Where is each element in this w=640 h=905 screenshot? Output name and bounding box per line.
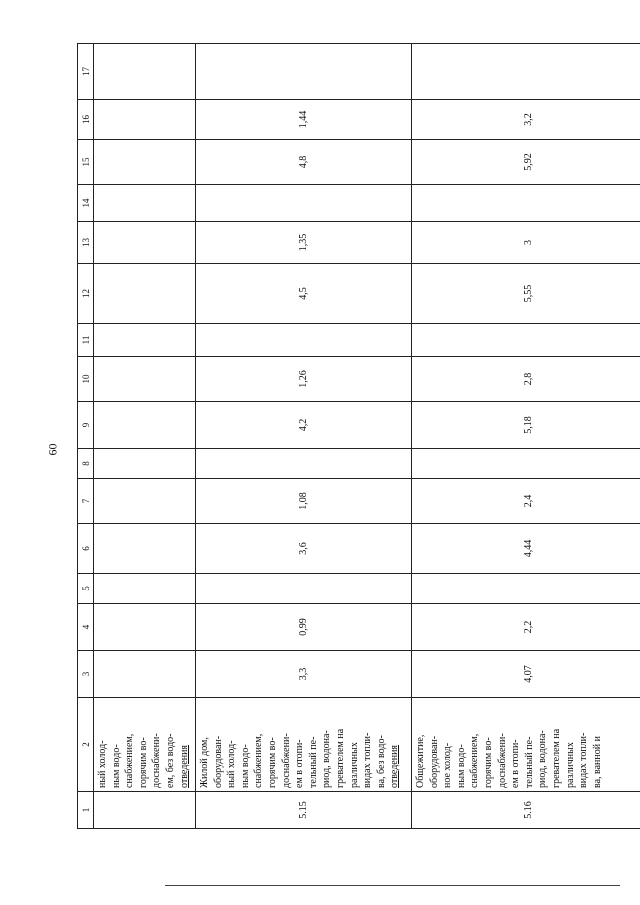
- rotated-table-wrapper: [77, 44, 631, 829]
- value-cell: [412, 185, 640, 222]
- value-cell: 4,44: [412, 524, 640, 574]
- header-cell: 11: [78, 324, 94, 357]
- value-cell: 5,92: [412, 140, 640, 185]
- value-cell: [196, 449, 412, 479]
- desc-line: ем в отопи-: [510, 739, 522, 788]
- desc-line: гревателем на: [334, 728, 346, 788]
- value-cell: 5,55: [412, 264, 640, 324]
- value-cell: [412, 449, 640, 479]
- value-cell: 3,6: [196, 524, 412, 574]
- desc-line: риод, водона-: [321, 730, 333, 788]
- value-cell: [94, 140, 196, 185]
- value-cell: 1,26: [196, 357, 412, 402]
- value-cell: 4,07: [412, 651, 640, 698]
- desc-line: ем, без водо-: [164, 733, 176, 788]
- row-id: [94, 792, 196, 829]
- value-cell: 2,2: [412, 604, 640, 651]
- header-cell: 14: [78, 185, 94, 222]
- desc-line: горячим во-: [266, 737, 278, 788]
- value-cell: [94, 185, 196, 222]
- header-cell: 15: [78, 140, 94, 185]
- desc-line: видах топли-: [578, 732, 590, 788]
- desc-line: гревателем на: [550, 728, 562, 788]
- header-cell: 6: [78, 524, 94, 574]
- header-cell: 4: [78, 604, 94, 651]
- header-cell: 17: [78, 44, 94, 100]
- desc-line: тельный пе-: [307, 736, 319, 788]
- value-cell: 5,18: [412, 402, 640, 449]
- row-id: 5.16: [412, 792, 640, 829]
- value-cell: 0,99: [196, 604, 412, 651]
- value-cell: [412, 44, 640, 100]
- value-cell: [94, 604, 196, 651]
- table-row: [196, 44, 412, 829]
- header-cell: 9: [78, 402, 94, 449]
- value-cell: [94, 264, 196, 324]
- desc-line: Общежитие,: [415, 734, 426, 788]
- table-row: [94, 44, 196, 829]
- row-description: [196, 698, 412, 792]
- value-cell: 4,8: [196, 140, 412, 185]
- desc-line: ным водо-: [110, 744, 122, 788]
- desc-line: доснабжени-: [151, 733, 163, 788]
- desc-line: снабжением,: [469, 733, 481, 788]
- desc-line: тельный пе-: [523, 736, 535, 788]
- value-cell: [412, 574, 640, 604]
- desc-line: оборудован-: [428, 735, 440, 788]
- desc-line: Жилой дом,: [199, 737, 210, 788]
- desc-line: доснабжени-: [280, 733, 292, 788]
- value-cell: [412, 324, 640, 357]
- value-cell: [196, 324, 412, 357]
- header-cell: 8: [78, 449, 94, 479]
- header-cell: 16: [78, 100, 94, 140]
- value-cell: [94, 651, 196, 698]
- value-cell: 4,2: [196, 402, 412, 449]
- value-cell: 4,5: [196, 264, 412, 324]
- desc-line: ва, ванной и: [591, 736, 603, 788]
- desc-line: ный холод-: [226, 740, 238, 788]
- desc-line: ным водо-: [455, 744, 467, 788]
- desc-line: различных: [348, 742, 360, 788]
- value-cell: 3,2: [412, 100, 640, 140]
- value-cell: [196, 185, 412, 222]
- value-cell: 1,08: [196, 479, 412, 524]
- value-cell: [94, 524, 196, 574]
- desc-line: отведения: [178, 744, 190, 788]
- desc-line: отведения: [389, 744, 401, 788]
- header-cell: 7: [78, 479, 94, 524]
- page-number: 60: [45, 443, 60, 456]
- row-id: 5.15: [196, 792, 412, 829]
- desc-line: снабжением,: [124, 733, 136, 788]
- desc-line: доснабжени-: [496, 733, 508, 788]
- value-cell: [94, 574, 196, 604]
- header-cell: 2: [78, 698, 94, 792]
- bottom-rule: [165, 885, 620, 886]
- header-cell: 13: [78, 222, 94, 264]
- header-cell: 1: [78, 792, 94, 829]
- desc-line: ное холод-: [442, 742, 454, 788]
- value-cell: 2,8: [412, 357, 640, 402]
- row-description: [412, 698, 640, 792]
- value-cell: [94, 222, 196, 264]
- header-row: [78, 44, 94, 829]
- value-cell: 3: [412, 222, 640, 264]
- desc-line: ный холод-: [97, 740, 108, 788]
- value-cell: [94, 324, 196, 357]
- value-cell: [94, 100, 196, 140]
- value-cell: [94, 44, 196, 100]
- value-cell: [196, 574, 412, 604]
- header-cell: 3: [78, 651, 94, 698]
- desc-line: горячим во-: [137, 737, 149, 788]
- value-cell: [196, 44, 412, 100]
- value-cell: 2,4: [412, 479, 640, 524]
- value-cell: 1,44: [196, 100, 412, 140]
- value-cell: 3,3: [196, 651, 412, 698]
- value-cell: [94, 449, 196, 479]
- desc-line: снабжением,: [253, 733, 265, 788]
- desc-line: различных: [564, 742, 576, 788]
- row-description: [94, 698, 196, 792]
- value-cell: [94, 357, 196, 402]
- desc-line: ным водо-: [239, 744, 251, 788]
- value-cell: [94, 402, 196, 449]
- norms-table: [77, 43, 640, 829]
- header-cell: 12: [78, 264, 94, 324]
- desc-line: ва, без водо-: [375, 735, 387, 788]
- table-row: [412, 44, 640, 829]
- desc-line: оборудован-: [212, 735, 224, 788]
- desc-line: видах топли-: [362, 732, 374, 788]
- header-cell: 10: [78, 357, 94, 402]
- desc-line: горячим во-: [482, 737, 494, 788]
- value-cell: [94, 479, 196, 524]
- desc-line: ем в отопи-: [294, 739, 306, 788]
- desc-line: риод, водона-: [537, 730, 549, 788]
- header-cell: 5: [78, 574, 94, 604]
- value-cell: 1,35: [196, 222, 412, 264]
